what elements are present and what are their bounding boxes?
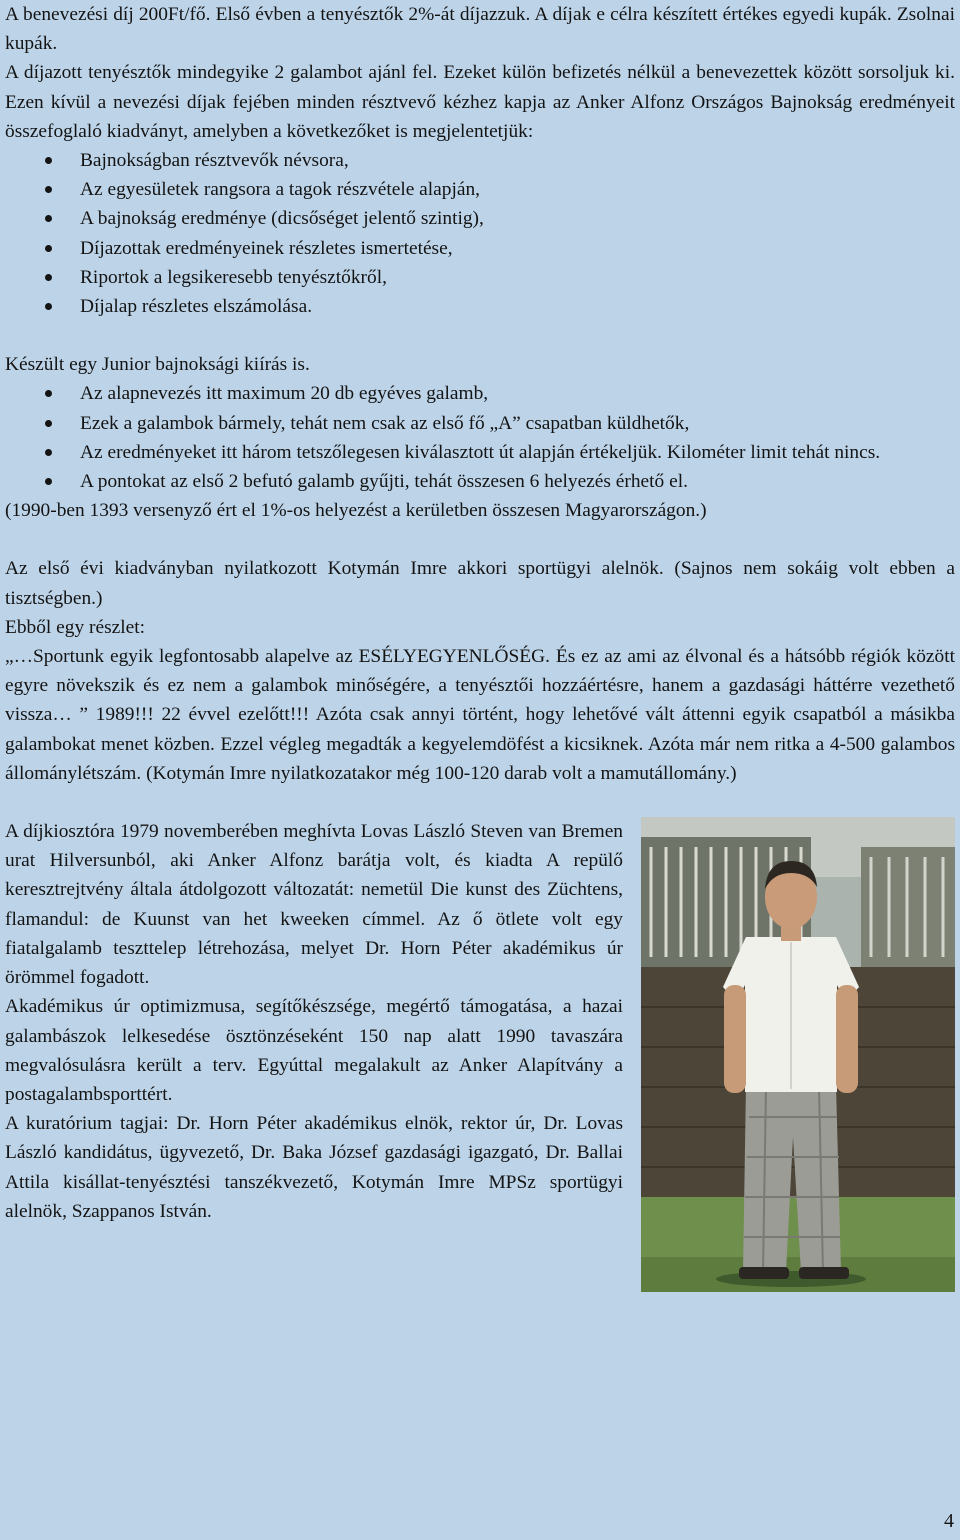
intro-paragraph-2: A díjazott tenyésztők mindegyike 2 galambot ajánl fel. Ezeket külön befizetés nélkül a benevezettek között sorsoljuk ki. Ezen kívül a nevezési díjak fejében minden résztvevő kézhez kapja az Anker Alfonz Országos Bajnokság eredményeit összefoglaló kiadványt, amelyben a következőket is megjelentetjük: — [5, 62, 955, 142]
junior-heading: Készült egy Junior bajnoksági kiírás is. — [5, 354, 310, 376]
statement-paragraph: Az első évi kiadványban nyilatkozott Kotymán Imre akkori sportügyi alelnök. (Sajnos nem sokáig volt ebben a tisztségben.) — [5, 558, 955, 609]
quoted-excerpt: „…Sportunk egyik legfontosabb alapelve az ESÉLYEGYENLŐSÉG. És ez az ami az élvonal és a hátsóbb régiók között egyre növekszik és ez nem a galambok minőségére, a tenyésztői hozzáértésre, hanem a gazdasági háttérre vezethető vissza… ” 1989!!! 22 évvel ezelőtt!!! Azóta csak annyi történt, hogy lehetővé vált áttenni egyik csapatból a másikba galambokat menet közben. Ezzel végleg megadták a kegyelemdöfést a kicsiknek. Azóta már nem ritka a 4-500 galambos állománylétszám. (Kotymán Imre nyilatkozatakor még 100-120 darab volt a mamutállomány.) — [5, 646, 955, 784]
list-item: Az eredményeket itt három tetszőlegesen kiválasztott út alapján értékeljük. Kilométer limit tehát nincs. — [5, 438, 955, 467]
page-number: 4 — [944, 1510, 954, 1532]
list-item: Az alapnevezés itt maximum 20 db egyéves galamb, — [5, 379, 955, 408]
foundation-paragraph: Akadémikus úr optimizmusa, segítőkészsége, megértő támogatása, a hazai galambászok lelkesedése ösztönzéseként 150 nap alatt 1990 tavaszára megvalósulásra került a terv. Egyúttal megalakult az Anker Alapítvány a postagalambsporttért. — [5, 996, 623, 1105]
list-item: Díjazottak eredményeinek részletes ismertetése, — [5, 234, 955, 263]
junior-rules-list — [5, 379, 955, 496]
junior-note: (1990-ben 1393 versenyző ért el 1%-os helyezést a kerületben összesen Magyarországon.) — [5, 500, 707, 522]
list-item: Riportok a legsikeresebb tenyésztőkről, — [5, 263, 955, 292]
lower-section — [5, 817, 955, 1226]
list-item: A bajnokság eredménye (dicsőséget jelentő szintig), — [5, 204, 955, 233]
portrait-photo — [641, 817, 955, 1292]
board-members-paragraph: A kuratórium tagjai: Dr. Horn Péter akadémikus elnök, rektor úr, Dr. Lovas László kandidátus, ügyvezető, Dr. Baka József gazdasági igazgató, Dr. Ballai Attila kisállat-tenyésztési tanszékvezető, Kotymán Imre MPSz sportügyi alelnök, Szappanos István. — [5, 1113, 623, 1222]
list-item: Ezek a galambok bármely, tehát nem csak az első fő „A” csapatban küldhetők, — [5, 409, 955, 438]
list-item: Bajnokságban résztvevők névsora, — [5, 146, 955, 175]
award-ceremony-paragraph: A díjkiosztóra 1979 novemberében meghívta Lovas László Steven van Bremen urat Hilversunból, aki Anker Alfonz barátja volt, és kiadta A repülő keresztrejtvény általa átdolgozott változatát: nemetül Die kunst des Züchtens, flamandul: de Kuunst van het kweeken címmel. Az ő ötlete volt egy fiatalgalamb teszttelep létrehozása, melyet Dr. Horn Péter akadémikus úr örömmel fogadott. — [5, 821, 623, 989]
excerpt-label: Ebből egy részlet: — [5, 616, 145, 638]
publication-contents-list — [5, 146, 955, 321]
spacer — [5, 321, 955, 350]
list-item: Az egyesületek rangsora a tagok részvétele alapján, — [5, 175, 955, 204]
list-item: Díjalap részletes elszámolása. — [5, 292, 955, 321]
list-item: A pontokat az első 2 befutó galamb gyűjti, tehát összesen 6 helyezés érhető el. — [5, 467, 955, 496]
intro-paragraph-1: A benevezési díj 200Ft/fő. Első évben a tenyésztők 2%-át díjazzuk. A díjak e célra készített értékes egyedi kupák. Zsolnai kupák. — [5, 4, 955, 55]
lower-text-column — [5, 817, 623, 1226]
spacer — [5, 525, 955, 554]
document-page — [5, 0, 955, 1226]
